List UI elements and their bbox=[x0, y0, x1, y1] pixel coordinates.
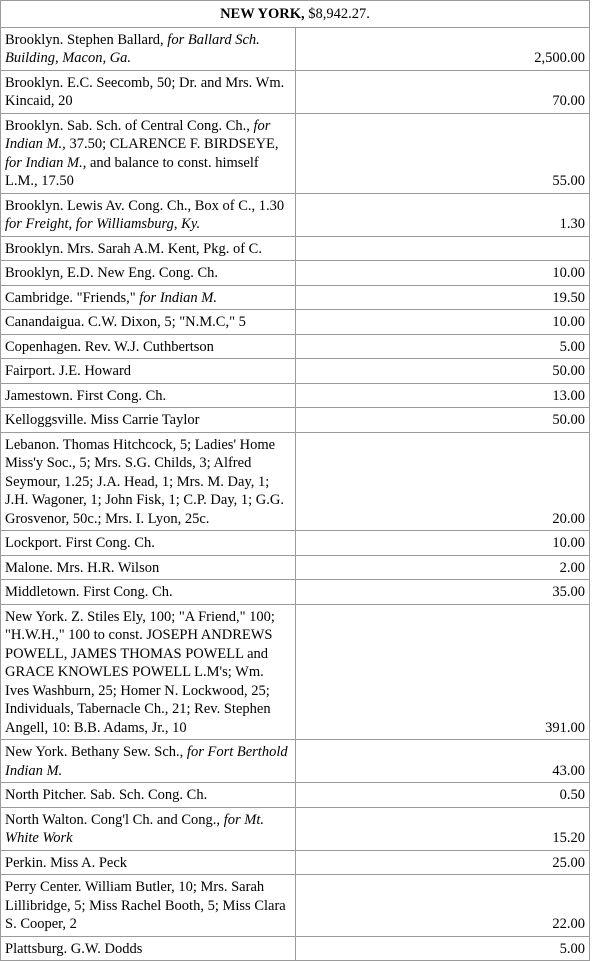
entry-designation: for Ballard Sch. Building, Macon, Ga. bbox=[5, 31, 260, 66]
entry-description bbox=[1, 604, 296, 740]
entry-description bbox=[1, 261, 296, 286]
table-row bbox=[1, 285, 590, 310]
table-row bbox=[1, 383, 590, 408]
table-row bbox=[1, 580, 590, 605]
entry-text: Jamestown. First Cong. Ch. bbox=[5, 387, 167, 404]
table-row bbox=[1, 359, 590, 384]
entry-amount: 50.00 bbox=[295, 408, 590, 433]
entry-description bbox=[1, 740, 296, 783]
entry-amount: 22.00 bbox=[295, 875, 590, 937]
entry-amount: 10.00 bbox=[295, 310, 590, 335]
entry-amount: 1.30 bbox=[295, 193, 590, 236]
table-row bbox=[1, 604, 590, 740]
entry-description bbox=[1, 70, 296, 113]
entry-description bbox=[1, 193, 296, 236]
entry-amount: 10.00 bbox=[295, 261, 590, 286]
state-name: NEW YORK, bbox=[220, 6, 305, 22]
entry-amount: 2,500.00 bbox=[295, 27, 590, 70]
table-row bbox=[1, 555, 590, 580]
entry-text: Lebanon. Thomas Hitchcock, 5; Ladies' Home Miss'y Soc., 5; Mrs. S.G. Childs, 3; Alfred Seymour, 1.25; J.A. Head, 1; Mrs. M. Day, 1; J.H. Wagoner, 1; John Fisk, 1; C.P. Day, 1; G.G. Grosvenor, 50c.; Mrs. I. Lyon, 25c. bbox=[5, 436, 284, 527]
entry-amount: 10.00 bbox=[295, 531, 590, 556]
entry-description bbox=[1, 236, 296, 261]
entry-text: Malone. Mrs. H.R. Wilson bbox=[5, 559, 160, 576]
entry-description bbox=[1, 531, 296, 556]
table-row bbox=[1, 783, 590, 808]
entry-amount: 25.00 bbox=[295, 850, 590, 875]
table-row bbox=[1, 740, 590, 783]
entry-text: Copenhagen. Rev. W.J. Cuthbertson bbox=[5, 338, 214, 355]
entry-description bbox=[1, 310, 296, 335]
entry-text: Brooklyn. Mrs. Sarah A.M. Kent, Pkg. of C. bbox=[5, 240, 262, 257]
entry-text: North Walton. Cong'l Ch. and Cong., bbox=[5, 811, 224, 828]
entry-text: New York. Z. Stiles Ely, 100; "A Friend," 100; "H.W.H.," 100 to const. JOSEPH ANDREWS POWELL, JAMES THOMAS POWELL and GRACE KNOWLES POWELL L.M's; Wm. Ives Washburn, 25; Homer N. Lockwood, 25; Individuals, Tabernacle Ch., 21; Rev. Stephen Angell, 10: B.B. Adams, Jr., 10 bbox=[5, 608, 275, 736]
contributions-body bbox=[1, 1, 590, 961]
entry-description bbox=[1, 875, 296, 937]
entry-designation: for Indian M., bbox=[5, 154, 87, 171]
entry-description bbox=[1, 807, 296, 850]
entry-description bbox=[1, 580, 296, 605]
entry-description bbox=[1, 783, 296, 808]
entry-amount: 5.00 bbox=[295, 334, 590, 359]
entry-text: Brooklyn. Stephen Ballard, bbox=[5, 31, 168, 48]
table-row bbox=[1, 334, 590, 359]
entry-amount: 70.00 bbox=[295, 70, 590, 113]
table-row bbox=[1, 193, 590, 236]
entry-designation: for Mt. White Work bbox=[5, 811, 264, 846]
table-row bbox=[1, 261, 590, 286]
entry-text: North Pitcher. Sab. Sch. Cong. Ch. bbox=[5, 787, 208, 803]
entry-text: Brooklyn. Sab. Sch. of Central Cong. Ch., bbox=[5, 117, 254, 134]
entry-description bbox=[1, 285, 296, 310]
entry-amount: 55.00 bbox=[295, 113, 590, 193]
table-row bbox=[1, 113, 590, 193]
entry-text: Perry Center. William Butler, 10; Mrs. Sarah Lillibridge, 5; Miss Rachel Booth, 5; Miss Clara S. Cooper, 2 bbox=[5, 879, 286, 932]
state-header-row bbox=[1, 1, 590, 28]
table-row bbox=[1, 408, 590, 433]
entry-description bbox=[1, 27, 296, 70]
entry-designation: for Indian M. bbox=[139, 289, 218, 306]
entry-description bbox=[1, 408, 296, 433]
entry-text: Brooklyn. E.C. Seecomb, 50; Dr. and Mrs. Wm. Kincaid, 20 bbox=[5, 74, 285, 109]
entry-amount: 0.50 bbox=[295, 783, 590, 808]
entry-description bbox=[1, 936, 296, 961]
entry-amount: 15.20 bbox=[295, 807, 590, 850]
entry-amount: 20.00 bbox=[295, 432, 590, 531]
state-header-cell bbox=[1, 1, 590, 28]
entry-amount: 2.00 bbox=[295, 555, 590, 580]
table-row bbox=[1, 875, 590, 937]
table-row bbox=[1, 236, 590, 261]
entry-text: 37.50; CLARENCE F. BIRDSEYE, bbox=[65, 136, 279, 152]
table-row bbox=[1, 70, 590, 113]
entry-description bbox=[1, 383, 296, 408]
entry-text: Canandaigua. C.W. Dixon, 5; "N.M.C," 5 bbox=[5, 314, 246, 330]
entry-amount: 35.00 bbox=[295, 580, 590, 605]
entry-text: and balance to const. himself L.M., 17.50 bbox=[5, 154, 259, 189]
entry-text: Fairport. J.E. Howard bbox=[5, 363, 132, 379]
entry-description bbox=[1, 850, 296, 875]
entry-text: Lockport. First Cong. Ch. bbox=[5, 535, 155, 551]
entry-text: Perkin. Miss A. Peck bbox=[5, 854, 128, 871]
entry-text: Brooklyn. Lewis Av. Cong. Ch., Box of C., 1.30 bbox=[5, 197, 285, 214]
entry-amount: 391.00 bbox=[295, 604, 590, 740]
entry-amount: 5.00 bbox=[295, 936, 590, 961]
table-row bbox=[1, 936, 590, 961]
entry-text: Brooklyn, E.D. New Eng. Cong. Ch. bbox=[5, 265, 219, 281]
state-total: $8,942.27. bbox=[304, 6, 370, 22]
entry-text: Plattsburg. G.W. Dodds bbox=[5, 940, 143, 957]
entry-description bbox=[1, 334, 296, 359]
table-row bbox=[1, 531, 590, 556]
entry-description bbox=[1, 555, 296, 580]
entry-description bbox=[1, 359, 296, 384]
table-row bbox=[1, 27, 590, 70]
table-row bbox=[1, 432, 590, 531]
entry-description bbox=[1, 113, 296, 193]
entry-amount: 19.50 bbox=[295, 285, 590, 310]
entry-designation: for Freight, for Williamsburg, Ky. bbox=[5, 216, 201, 232]
entry-designation: for Indian M., bbox=[5, 117, 271, 152]
entry-amount: 13.00 bbox=[295, 383, 590, 408]
table-row bbox=[1, 807, 590, 850]
table-row bbox=[1, 850, 590, 875]
entry-amount bbox=[295, 236, 590, 261]
table-row bbox=[1, 310, 590, 335]
entry-text: Kelloggsville. Miss Carrie Taylor bbox=[5, 412, 200, 428]
entry-text: New York. Bethany Sew. Sch., bbox=[5, 744, 187, 760]
entry-amount: 50.00 bbox=[295, 359, 590, 384]
entry-description bbox=[1, 432, 296, 531]
entry-amount: 43.00 bbox=[295, 740, 590, 783]
entry-designation: for Fort Berthold Indian M. bbox=[5, 744, 288, 779]
entry-text: Cambridge. "Friends," bbox=[5, 289, 140, 306]
entry-text: Middletown. First Cong. Ch. bbox=[5, 584, 173, 600]
